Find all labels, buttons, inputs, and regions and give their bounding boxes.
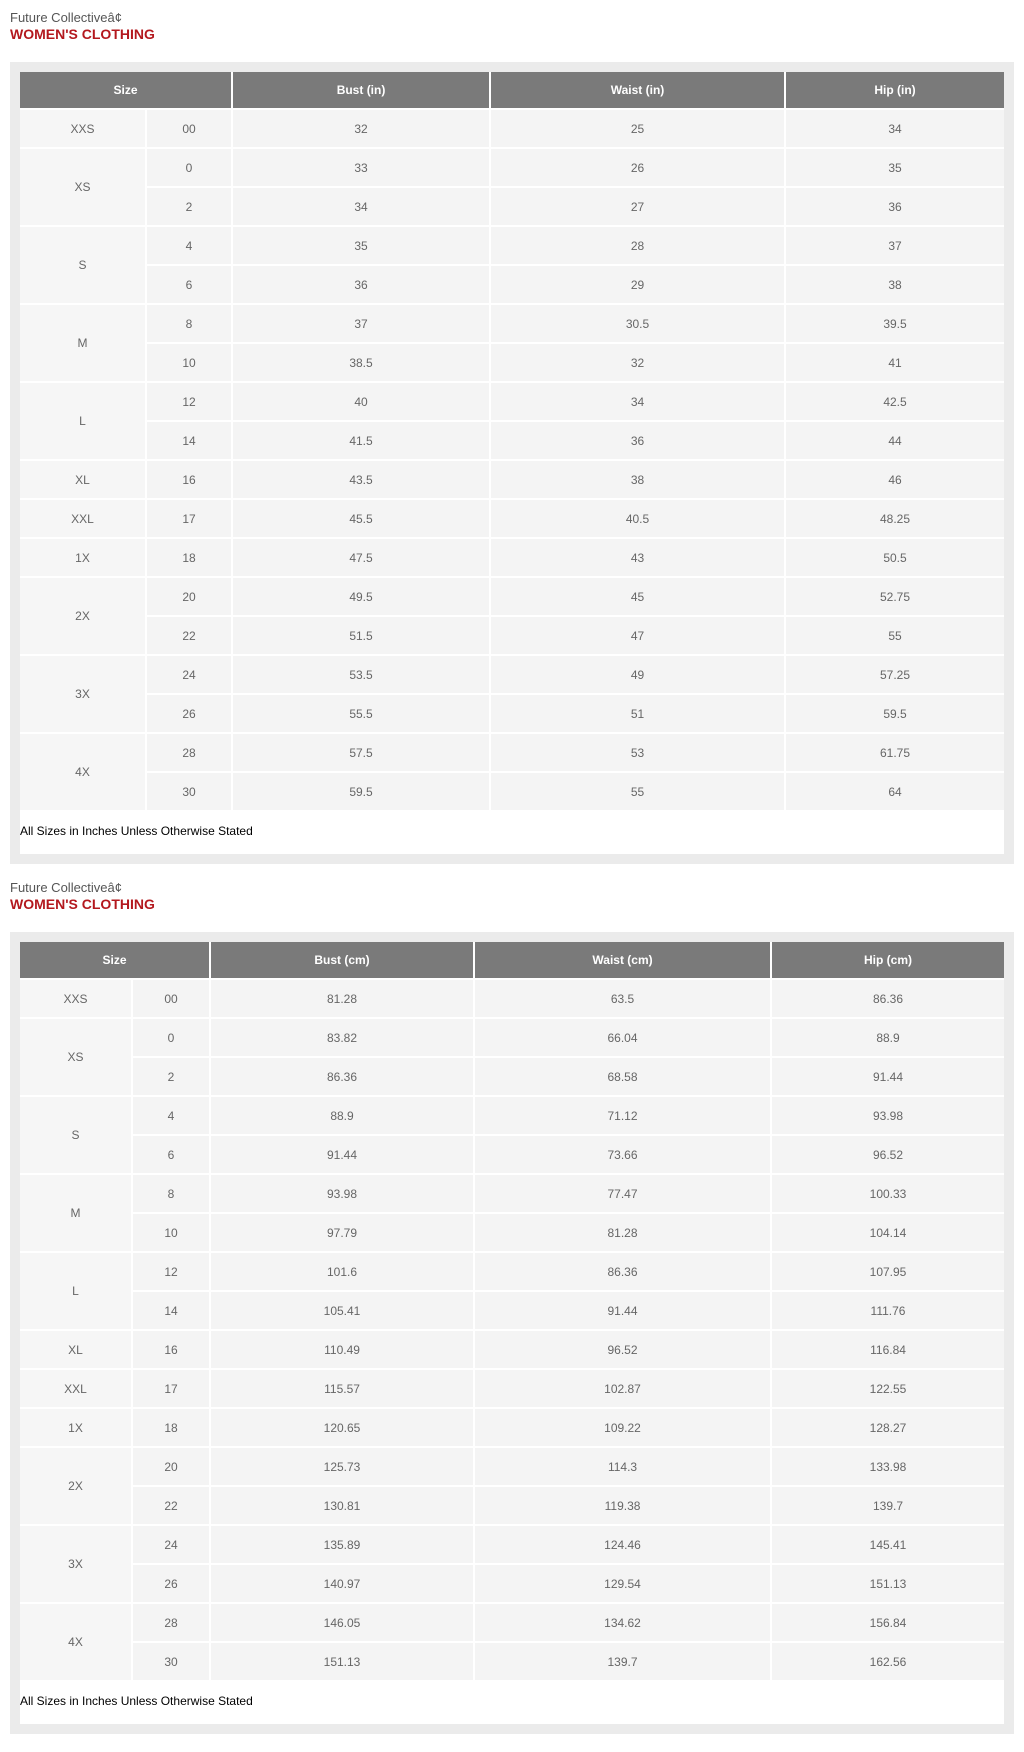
waist-value: 68.58 — [474, 1057, 771, 1096]
table-row — [20, 1213, 1004, 1252]
table-row — [20, 1525, 1004, 1564]
waist-value: 28 — [490, 226, 785, 265]
waist-value: 29 — [490, 265, 785, 304]
size-label: XS — [20, 1018, 132, 1096]
waist-value: 114.3 — [474, 1447, 771, 1486]
bust-value: 151.13 — [210, 1642, 474, 1681]
footnote: All Sizes in Inches Unless Otherwise Stated — [20, 812, 1004, 852]
size-label: 4X — [20, 1603, 132, 1681]
hip-value: 38 — [785, 265, 1004, 304]
waist-value: 124.46 — [474, 1525, 771, 1564]
table-row — [20, 1174, 1004, 1213]
numeric-size: 8 — [146, 304, 232, 343]
waist-value: 45 — [490, 577, 785, 616]
waist-value: 30.5 — [490, 304, 785, 343]
table-row — [20, 1408, 1004, 1447]
size-label: XXL — [20, 499, 146, 538]
hip-value: 35 — [785, 148, 1004, 187]
bust-value: 130.81 — [210, 1486, 474, 1525]
waist-value: 96.52 — [474, 1330, 771, 1369]
numeric-size: 0 — [132, 1018, 210, 1057]
bust-value: 93.98 — [210, 1174, 474, 1213]
table-row — [20, 538, 1004, 577]
size-label: S — [20, 226, 146, 304]
bust-value: 55.5 — [232, 694, 490, 733]
category-title: WOMEN'S CLOTHING — [10, 896, 155, 912]
table-row — [20, 616, 1004, 655]
waist-value: 134.62 — [474, 1603, 771, 1642]
waist-value: 43 — [490, 538, 785, 577]
bust-value: 88.9 — [210, 1096, 474, 1135]
table-row — [20, 1369, 1004, 1408]
size-label: 2X — [20, 577, 146, 655]
size-table-container — [20, 72, 1004, 854]
size-label: 1X — [20, 538, 146, 577]
numeric-size: 12 — [132, 1252, 210, 1291]
bust-value: 115.57 — [210, 1369, 474, 1408]
bust-value: 38.5 — [232, 343, 490, 382]
table-row — [20, 1018, 1004, 1057]
size-label: XL — [20, 460, 146, 499]
size-label: 4X — [20, 733, 146, 811]
header-waist: Waist (in) — [490, 72, 785, 109]
size-chart-panel — [10, 932, 1014, 1734]
hip-value: 37 — [785, 226, 1004, 265]
hip-value: 145.41 — [771, 1525, 1004, 1564]
hip-value: 46 — [785, 460, 1004, 499]
bust-value: 32 — [232, 109, 490, 148]
numeric-size: 4 — [146, 226, 232, 265]
waist-value: 25 — [490, 109, 785, 148]
hip-value: 122.55 — [771, 1369, 1004, 1408]
hip-value: 52.75 — [785, 577, 1004, 616]
bust-value: 105.41 — [210, 1291, 474, 1330]
numeric-size: 26 — [132, 1564, 210, 1603]
size-label: L — [20, 382, 146, 460]
numeric-size: 30 — [132, 1642, 210, 1681]
header-hip: Hip (in) — [785, 72, 1004, 109]
hip-value: 139.7 — [771, 1486, 1004, 1525]
bust-value: 40 — [232, 382, 490, 421]
numeric-size: 14 — [146, 421, 232, 460]
waist-value: 36 — [490, 421, 785, 460]
table-row — [20, 694, 1004, 733]
table-row — [20, 1135, 1004, 1174]
table-row — [20, 979, 1004, 1018]
hip-value: 42.5 — [785, 382, 1004, 421]
size-label: 1X — [20, 1408, 132, 1447]
hip-value: 111.76 — [771, 1291, 1004, 1330]
waist-value: 53 — [490, 733, 785, 772]
hip-value: 86.36 — [771, 979, 1004, 1018]
waist-value: 26 — [490, 148, 785, 187]
table-row — [20, 1486, 1004, 1525]
waist-value: 81.28 — [474, 1213, 771, 1252]
numeric-size: 0 — [146, 148, 232, 187]
numeric-size: 8 — [132, 1174, 210, 1213]
table-row — [20, 1447, 1004, 1486]
size-chart-cm — [0, 870, 1024, 1752]
numeric-size: 17 — [132, 1369, 210, 1408]
table-row — [20, 109, 1004, 148]
size-label: 3X — [20, 1525, 132, 1603]
size-label: XL — [20, 1330, 132, 1369]
bust-value: 83.82 — [210, 1018, 474, 1057]
size-label: L — [20, 1252, 132, 1330]
waist-value: 32 — [490, 343, 785, 382]
waist-value: 34 — [490, 382, 785, 421]
bust-value: 35 — [232, 226, 490, 265]
bust-value: 34 — [232, 187, 490, 226]
bust-value: 101.6 — [210, 1252, 474, 1291]
table-row — [20, 1564, 1004, 1603]
table-row — [20, 382, 1004, 421]
numeric-size: 2 — [132, 1057, 210, 1096]
numeric-size: 22 — [146, 616, 232, 655]
waist-value: 77.47 — [474, 1174, 771, 1213]
bust-value: 140.97 — [210, 1564, 474, 1603]
bust-value: 45.5 — [232, 499, 490, 538]
bust-value: 53.5 — [232, 655, 490, 694]
table-row — [20, 1057, 1004, 1096]
hip-value: 104.14 — [771, 1213, 1004, 1252]
size-label: S — [20, 1096, 132, 1174]
bust-value: 125.73 — [210, 1447, 474, 1486]
numeric-size: 18 — [146, 538, 232, 577]
hip-value: 36 — [785, 187, 1004, 226]
numeric-size: 20 — [146, 577, 232, 616]
hip-value: 107.95 — [771, 1252, 1004, 1291]
numeric-size: 12 — [146, 382, 232, 421]
header-size: Size — [20, 72, 232, 109]
table-row — [20, 733, 1004, 772]
bust-value: 120.65 — [210, 1408, 474, 1447]
numeric-size: 6 — [146, 265, 232, 304]
size-label: M — [20, 304, 146, 382]
table-header-row — [20, 72, 1004, 109]
bust-value: 36 — [232, 265, 490, 304]
numeric-size: 28 — [132, 1603, 210, 1642]
numeric-size: 16 — [132, 1330, 210, 1369]
hip-value: 93.98 — [771, 1096, 1004, 1135]
brand-name: Future Collectiveâ¢ — [10, 880, 122, 895]
header-size: Size — [20, 942, 210, 979]
hip-value: 48.25 — [785, 499, 1004, 538]
waist-value: 86.36 — [474, 1252, 771, 1291]
hip-value: 59.5 — [785, 694, 1004, 733]
waist-value: 66.04 — [474, 1018, 771, 1057]
hip-value: 162.56 — [771, 1642, 1004, 1681]
waist-value: 63.5 — [474, 979, 771, 1018]
table-body — [20, 109, 1004, 811]
hip-value: 39.5 — [785, 304, 1004, 343]
bust-value: 49.5 — [232, 577, 490, 616]
bust-value: 57.5 — [232, 733, 490, 772]
table-row — [20, 577, 1004, 616]
table-row — [20, 265, 1004, 304]
bust-value: 43.5 — [232, 460, 490, 499]
hip-value: 151.13 — [771, 1564, 1004, 1603]
numeric-size: 6 — [132, 1135, 210, 1174]
waist-value: 49 — [490, 655, 785, 694]
table-row — [20, 1291, 1004, 1330]
header-bust: Bust (cm) — [210, 942, 474, 979]
table-row — [20, 343, 1004, 382]
bust-value: 51.5 — [232, 616, 490, 655]
bust-value: 37 — [232, 304, 490, 343]
bust-value: 59.5 — [232, 772, 490, 811]
table-row — [20, 460, 1004, 499]
numeric-size: 2 — [146, 187, 232, 226]
bust-value: 91.44 — [210, 1135, 474, 1174]
size-chart-panel — [10, 62, 1014, 864]
numeric-size: 24 — [132, 1525, 210, 1564]
waist-value: 109.22 — [474, 1408, 771, 1447]
waist-value: 139.7 — [474, 1642, 771, 1681]
numeric-size: 17 — [146, 499, 232, 538]
hip-value: 116.84 — [771, 1330, 1004, 1369]
category-title: WOMEN'S CLOTHING — [10, 26, 155, 42]
size-label: XXS — [20, 979, 132, 1018]
numeric-size: 22 — [132, 1486, 210, 1525]
bust-value: 110.49 — [210, 1330, 474, 1369]
hip-value: 50.5 — [785, 538, 1004, 577]
size-label: XS — [20, 148, 146, 226]
header-bust: Bust (in) — [232, 72, 490, 109]
waist-value: 40.5 — [490, 499, 785, 538]
table-row — [20, 226, 1004, 265]
size-label: XXL — [20, 1369, 132, 1408]
hip-value: 44 — [785, 421, 1004, 460]
waist-value: 47 — [490, 616, 785, 655]
brand-name: Future Collectiveâ¢ — [10, 10, 122, 25]
hip-value: 156.84 — [771, 1603, 1004, 1642]
hip-value: 61.75 — [785, 733, 1004, 772]
hip-value: 34 — [785, 109, 1004, 148]
waist-value: 73.66 — [474, 1135, 771, 1174]
size-table — [20, 942, 1004, 1682]
hip-value: 88.9 — [771, 1018, 1004, 1057]
numeric-size: 20 — [132, 1447, 210, 1486]
header-hip: Hip (cm) — [771, 942, 1004, 979]
waist-value: 71.12 — [474, 1096, 771, 1135]
header-waist: Waist (cm) — [474, 942, 771, 979]
hip-value: 64 — [785, 772, 1004, 811]
table-row — [20, 1330, 1004, 1369]
waist-value: 38 — [490, 460, 785, 499]
table-row — [20, 148, 1004, 187]
size-label: 3X — [20, 655, 146, 733]
bust-value: 86.36 — [210, 1057, 474, 1096]
bust-value: 97.79 — [210, 1213, 474, 1252]
waist-value: 119.38 — [474, 1486, 771, 1525]
numeric-size: 18 — [132, 1408, 210, 1447]
waist-value: 51 — [490, 694, 785, 733]
bust-value: 33 — [232, 148, 490, 187]
table-row — [20, 1642, 1004, 1681]
hip-value: 128.27 — [771, 1408, 1004, 1447]
bust-value: 81.28 — [210, 979, 474, 1018]
waist-value: 55 — [490, 772, 785, 811]
numeric-size: 16 — [146, 460, 232, 499]
hip-value: 100.33 — [771, 1174, 1004, 1213]
numeric-size: 00 — [132, 979, 210, 1018]
size-table — [20, 72, 1004, 812]
table-row — [20, 1603, 1004, 1642]
table-row — [20, 1252, 1004, 1291]
size-label: XXS — [20, 109, 146, 148]
hip-value: 91.44 — [771, 1057, 1004, 1096]
hip-value: 41 — [785, 343, 1004, 382]
numeric-size: 10 — [132, 1213, 210, 1252]
table-row — [20, 1096, 1004, 1135]
numeric-size: 14 — [132, 1291, 210, 1330]
hip-value: 55 — [785, 616, 1004, 655]
table-row — [20, 772, 1004, 811]
waist-value: 91.44 — [474, 1291, 771, 1330]
numeric-size: 00 — [146, 109, 232, 148]
waist-value: 27 — [490, 187, 785, 226]
numeric-size: 24 — [146, 655, 232, 694]
numeric-size: 28 — [146, 733, 232, 772]
hip-value: 96.52 — [771, 1135, 1004, 1174]
bust-value: 41.5 — [232, 421, 490, 460]
hip-value: 57.25 — [785, 655, 1004, 694]
bust-value: 135.89 — [210, 1525, 474, 1564]
size-table-container — [20, 942, 1004, 1724]
footnote: All Sizes in Inches Unless Otherwise Stated — [20, 1682, 1004, 1722]
table-row — [20, 421, 1004, 460]
size-label: M — [20, 1174, 132, 1252]
numeric-size: 4 — [132, 1096, 210, 1135]
table-row — [20, 187, 1004, 226]
table-row — [20, 499, 1004, 538]
hip-value: 133.98 — [771, 1447, 1004, 1486]
table-header-row — [20, 942, 1004, 979]
bust-value: 146.05 — [210, 1603, 474, 1642]
waist-value: 102.87 — [474, 1369, 771, 1408]
numeric-size: 10 — [146, 343, 232, 382]
table-row — [20, 304, 1004, 343]
size-chart-inches — [0, 0, 1024, 870]
bust-value: 47.5 — [232, 538, 490, 577]
waist-value: 129.54 — [474, 1564, 771, 1603]
numeric-size: 26 — [146, 694, 232, 733]
numeric-size: 30 — [146, 772, 232, 811]
table-row — [20, 655, 1004, 694]
size-label: 2X — [20, 1447, 132, 1525]
table-body — [20, 979, 1004, 1681]
